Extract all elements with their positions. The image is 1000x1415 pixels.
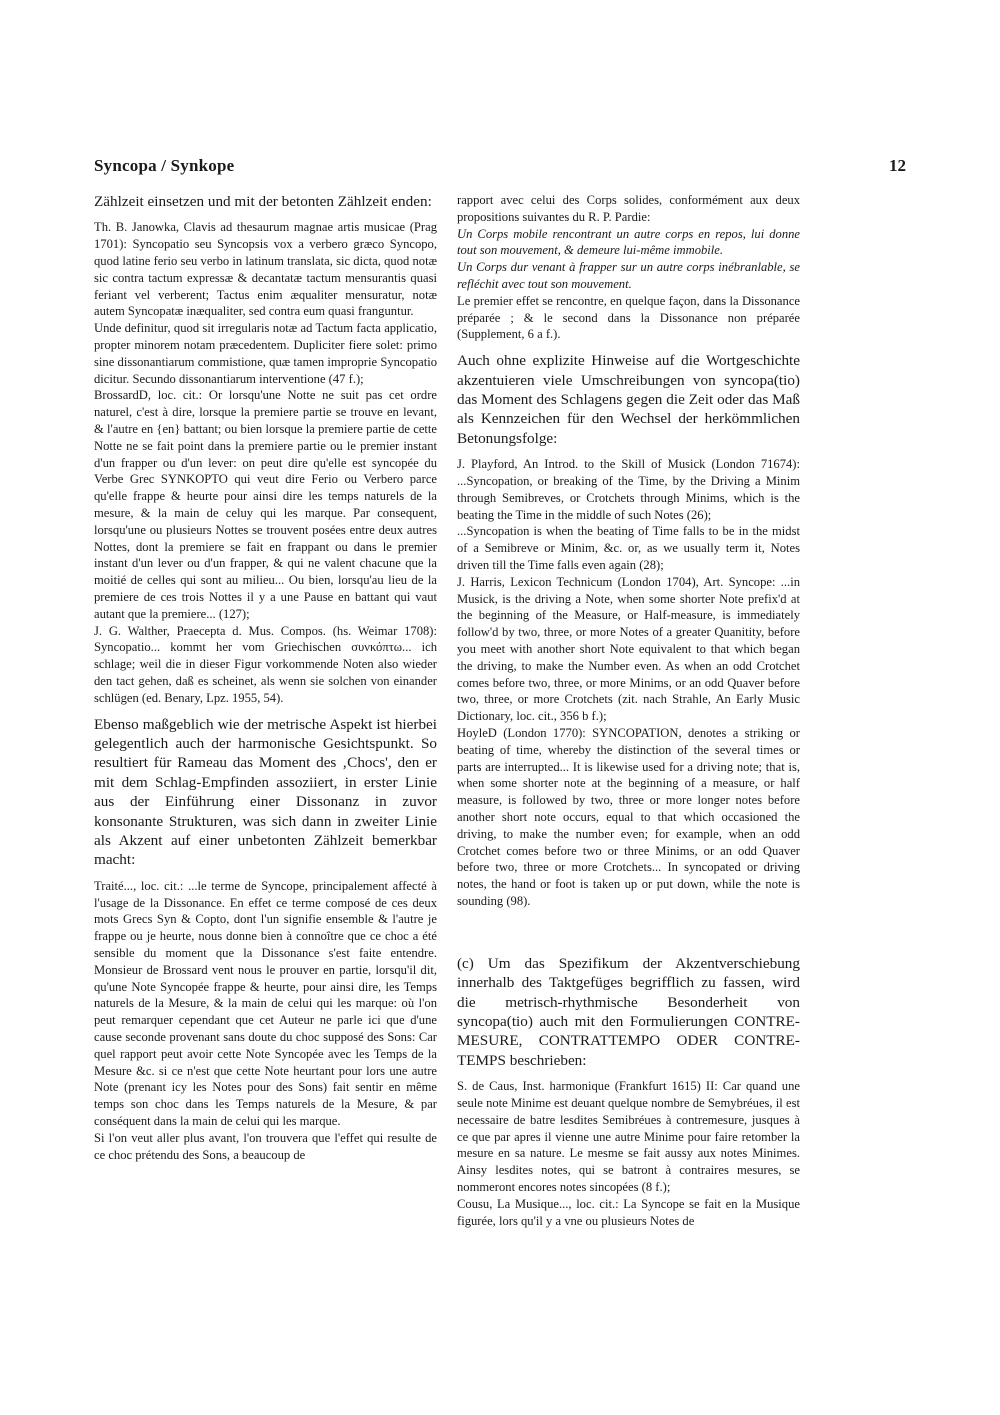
quotation-janowka-continued: Unde definitur, quod sit irregularis notæ ad Tactum facta applicatio, propter minorem notam præcedentem. Dupliciter fiere solet: primo sine dissonantiarum commistione, quæ tamen improprie Syncopatio dicitur. Secundo dissonantiarum interventione (47 f.);: [94, 321, 437, 386]
left-column: [94, 192, 437, 1163]
quotation-caus: S. de Caus, Inst. harmonique (Frankfurt 1615) II: Car quand une seule note Minime est deuant quelque nombre de Semybréues, il est necessaire de batre lesdites Semibréues à contremesure, jusques à ce que par apres il vienne une autre Minime pour faire retomber la mesure en sa nature. Le mesme se fait aussy aux notes Minimes. Ainsy lesdites notes, qui se batront à contraires mesures, se nommeront encores notes sincopées (8 f.);: [457, 1079, 800, 1194]
quotation-hoyle: HoyleD (London 1770): SYNCOPATION, denotes a striking or beating of time, whereby the distinction of the several times or parts are interrupted... It is likewise used for a driving note; that is, when some shorter note at the beginning of a measure, or half measure, is followed by two, three or more longer notes before another short note occurs, equal to that which occasioned the driving, to make the number even; for example, when an odd Crotchet comes before two or three Minims, or an odd Quaver before two, three or more Crotchets... In syncopated or driving notes, the hand or foot is taken up or put down, while the note is sounding (98).: [457, 725, 800, 908]
body-paragraph: Zählzeit einsetzen und mit der betonten Zählzeit enden:: [94, 193, 432, 210]
quotation-playford: J. Playford, An Introd. to the Skill of Musick (London 71674): ...Syncopation, or breaking of the Time, by the Driving a Minim through Semibreves, or Crotchets through Minims, which is the beating the Time in the middle of such Notes (26);: [457, 457, 800, 522]
body-paragraph: Ebenso maßgeblich wie der metrische Aspekt ist hierbei gelegentlich auch der harmonische Gesichtspunkt. So resultiert für Rameau das Moment des ‚Chocs', den er mit dem Schlag-Empfinden assoziiert, in erster Linie aus der Einführung einer Dissonanz in zuvor konsonante Strukturen, was sich dann in zweiter Linie als Akzent auf einer unbetonten Zählzeit bemerkbar macht:: [94, 715, 437, 869]
header-title: Syncopa / Synkope: [94, 156, 235, 175]
page-number: 12: [889, 156, 906, 175]
quotation-harris: J. Harris, Lexicon Technicum (London 1704), Art. Syncope: ...in Musick, is the driving a Note, when some shorter Note prefix'd at the beginning of the Measure, or Half-measure, is immediately follow'd by two, three, or more Notes of a greater Quanitity, before you meet with another short Note equivalent to that which began the driving, to make the Number even. As when an odd Crotchet comes before two, three, or more Minims, or an odd Quaver before two, three, or more Crotchets (zit. nach Strahle, An Early Music Dictionary, loc. cit., 356 b f.);: [457, 574, 800, 724]
quotation-brossard: BrossardD, loc. cit.: Or lorsqu'une Notte ne suit pas cet ordre naturel, c'est à dire, lorsque la premiere partie se trouve en levant, & l'autre en {en} battant; ou bien lorsque la premiere partie de cette Notte ne se fait point dans la premiere partie ou le premier instant d'un frapper ou d'un lever: on peut dire qu'elle est syncopée du Verbe Grec SYNKOPTO qui veut dire Ferio ou Verbero parce qu'elle frappe & heurte pour ainsi dire les temps naturels de la mesure, & la main de celuy qui les marque. Par consequent, lorsqu'une ou plusieurs Nottes se trouvent posées entre deux autres Nottes, dont la premiere se fait en frappant ou dans le premier instant d'un lever ou d'un frapper, & qui ne valent chacune que la moitié de celles qui sont au milieu... Ou bien, lorsqu'au lieu de la premiere de ces trois Nottes il y a une Pause en battant qui vaut autant que la premiere... (127);: [94, 388, 437, 621]
quotation-playford-continued: ...Syncopation is when the beating of Time falls to be in the midst of a Semibreve or Minim, &c. or, as we usually term it, Notes driven till the Time falls even again (28);: [457, 524, 800, 572]
quotation-walther: J. G. Walther, Praecepta d. Mus. Compos. (hs. Weimar 1708): Syncopatio... kommt her vom Griechischen συνκόπτω... ich schlage; weil die in dieser Figur vorkommende Noten also wieder den tact gehen, daß es scheinet, als wenn sie solchen von einander schlügen (ed. Benary, Lpz. 1955, 54).: [94, 623, 437, 705]
quotation-rameau: Traité..., loc. cit.: ...le terme de Syncope, principalement affecté à l'usage de la Dissonance. En effet ce terme composé de ces deux mots Grecs Syn & Copto, dont l'un signifie ensemble & l'autre je frappe ou je heurte, nous donne bien à connoître que ce choc a été sensible du moment que la Dissonance s'est faite entendre. Monsieur de Brossard vent nous le prouver en partie, lorsqu'il dit, qu'une Note Syncopée frappe & heurte, pour ainsi dire, les Temps naturels de la Mesure, & la main de celui qui les marque: où l'on peut remarquer cependant que cet Auteur ne parle ici que d'une cause seconde provenant sans doute du choc supposé des Sons: Car quel rapport peut avoir cette Note Syncopée avec les Temps de la Mesure &c. si ce n'est que cette Note heurtant pour lors une autre Note (prenant icy les Notes pour des Sons) fait sentir en même temps son choc dans les Temps naturels de la Mesure, & par conséquent dans la main de celui qui les marque.: [94, 878, 437, 1128]
quotation-rameau-continued: Si l'on veut aller plus avant, l'on trouvera que l'effet qui resulte de ce choc prétendu des Sons, a beaucoup de: [94, 1130, 437, 1162]
quotation-cousu: Cousu, La Musique..., loc. cit.: La Syncope se fait en la Musique figurée, lors qu'il y a vne ou plusieurs Notes de: [457, 1196, 800, 1228]
quotation-janowka: Th. B. Janowka, Clavis ad thesaurum magnae artis musicae (Prag 1701): Syncopatio seu Syncopsis vox a verbero græco Syncopo, quod latine ferio seu verbo in latinum translata, sic dicta, quod notæ sic contra tactum expressæ & decantatæ tactum mensurantis quasi feriant vel verberent; Tactus enim æqualiter mensuratur, notæ autem Syncopatæ inæqualiter, sed contra eum quasi franguntur.: [94, 220, 437, 319]
running-header: [94, 156, 906, 182]
right-column: [457, 192, 800, 1229]
quotation-pardie-first: Un Corps mobile rencontrant un autre corps en repos, lui donne tout son mouvement, & demeure lui-même immobile.: [457, 226, 800, 258]
quotation-rameau-conclusion: Le premier effet se rencontre, en quelque façon, dans la Dissonance préparée ; & le second dans la Dissonance non préparée (Supplement, 6 a f.).: [457, 293, 800, 342]
quotation-rameau-continued: rapport avec celui des Corps solides, conformément aux deux propositions suivantes du R. P. Pardie:: [457, 193, 800, 224]
section-spacer: [457, 910, 800, 954]
body-paragraph-section-c: (c) Um das Spezifikum der Akzentverschiebung innerhalb des Taktgefüges begrifflich zu fassen, wird die metrisch-rhythmische Besonderheit von syncopa(tio) auch mit den Formulierungen CONTRE-MESURE, CONTRATTEMPO ODER CONTRE-TEMPS beschrieben:: [457, 954, 800, 1069]
body-paragraph: Auch ohne explizite Hinweise auf die Wortgeschichte akzentuieren viele Umschreibungen von syncopa(tio) das Moment des Schlagens gegen die Zeit oder das Maß als Kennzeichen für den Wechsel der herkömmlichen Betonungsfolge:: [457, 352, 800, 447]
quotation-pardie-second: Un Corps dur venant à frapper sur un autre corps inébranlable, se refléchit avec tout son mouvement.: [457, 260, 800, 291]
